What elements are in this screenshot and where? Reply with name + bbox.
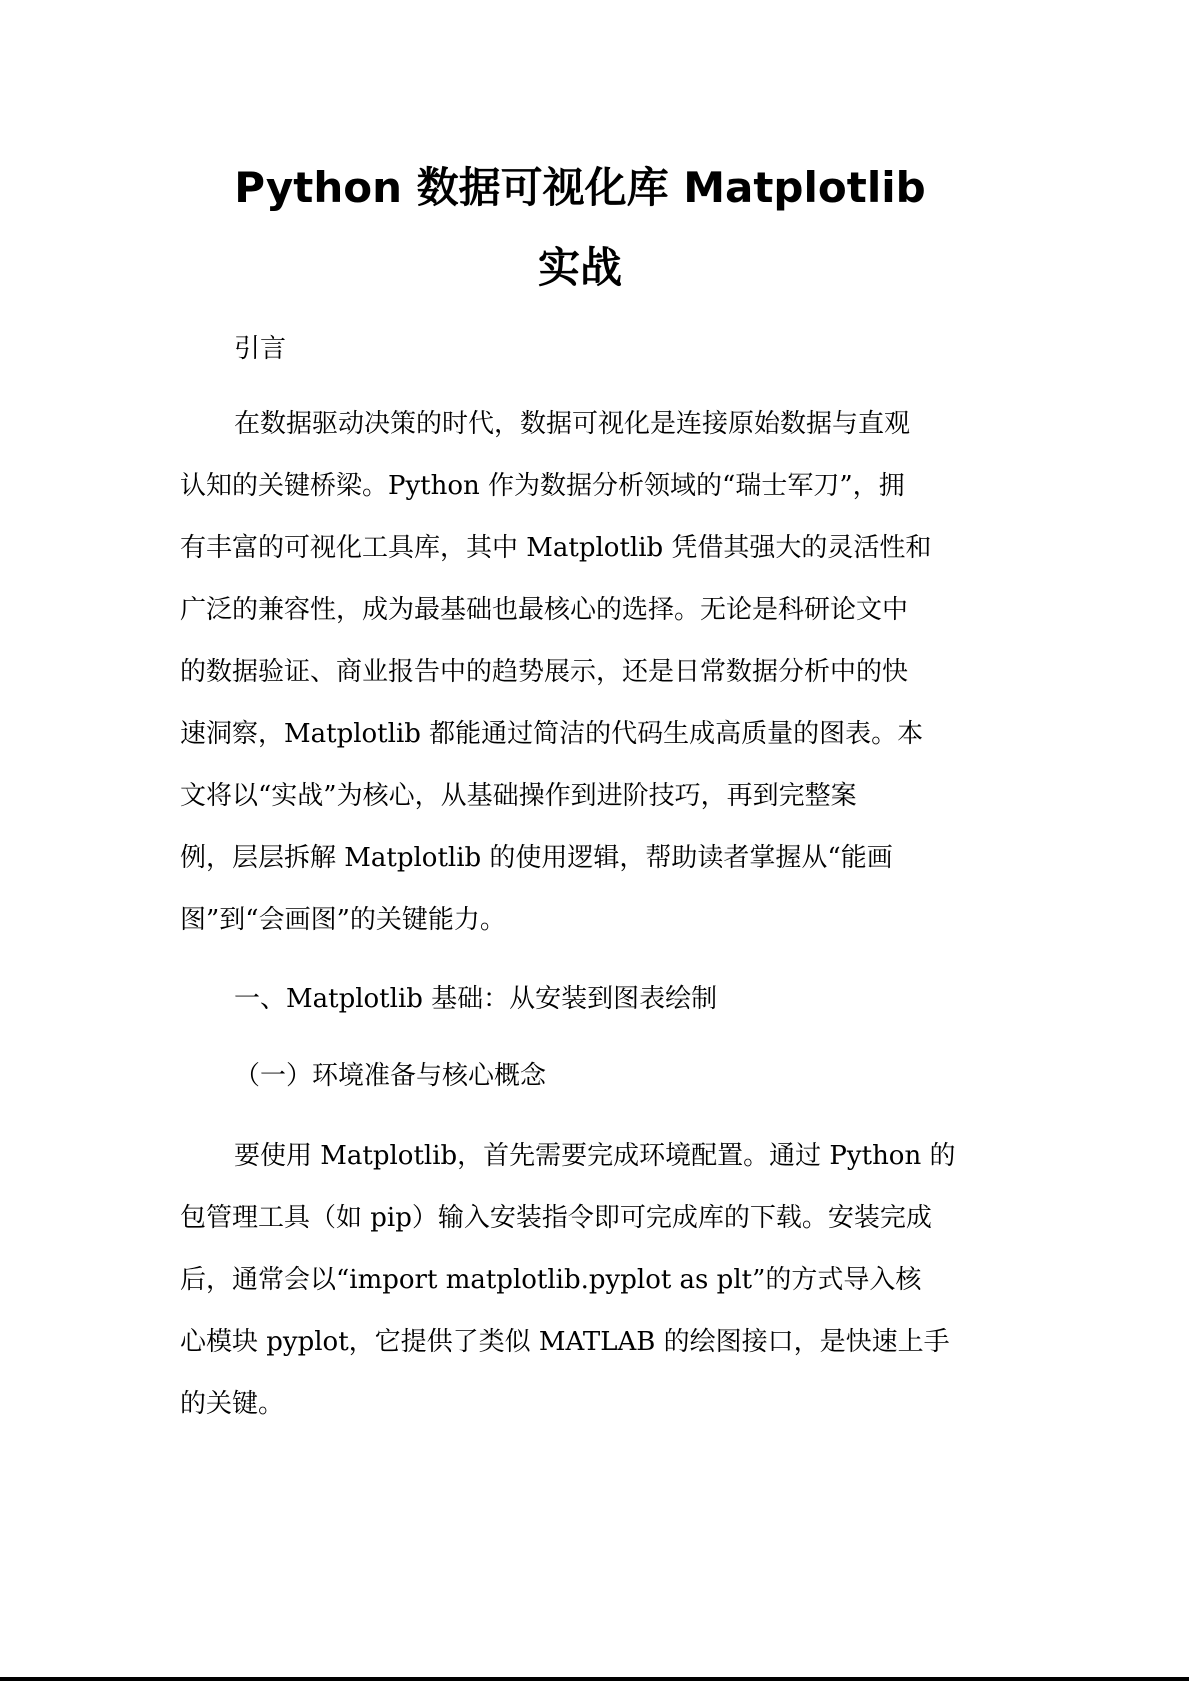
- paragraph-line: 后，通常会以“import matplotlib.pyplot as plt”的方式导入核: [180, 1265, 922, 1295]
- paragraph-line: 在数据驱动决策的时代，数据可视化是连接原始数据与直观: [234, 409, 911, 439]
- subsection-heading-1: （一）环境准备与核心概念: [234, 1061, 547, 1091]
- paragraph-line: 速洞察，Matplotlib 都能通过简洁的代码生成高质量的图表。本: [180, 719, 924, 749]
- paragraph-line: 例，层层拆解 Matplotlib 的使用逻辑，帮助读者掌握从“能画: [180, 843, 893, 873]
- paragraph-line: 图”到“会画图”的关键能力。: [180, 905, 506, 935]
- paragraph-line: 的数据验证、商业报告中的趋势展示，还是日常数据分析中的快: [180, 657, 909, 687]
- paragraph-line: 的关键。: [180, 1389, 285, 1419]
- document-title-line-2: 实战: [537, 243, 622, 292]
- paragraph-line: 文将以“实战”为核心，从基础操作到进阶技巧，再到完整案: [180, 781, 857, 811]
- page-bottom-border: [0, 1677, 1189, 1681]
- environment-paragraph: [180, 1125, 990, 1435]
- paragraph-line: 认知的关键桥梁。Python 作为数据分析领域的“瑞士军刀”，拥: [180, 471, 905, 501]
- paragraph-line: 包管理工具（如 pip）输入安装指令即可完成库的下载。安装完成: [180, 1203, 932, 1233]
- paragraph-line: 有丰富的可视化工具库，其中 Matplotlib 凭借其强大的灵活性和: [180, 533, 932, 563]
- intro-heading: 引言: [234, 334, 287, 364]
- intro-paragraph: [180, 393, 990, 951]
- paragraph-line: 心模块 pyplot，它提供了类似 MATLAB 的绘图接口，是快速上手: [180, 1327, 950, 1357]
- paragraph-line: 广泛的兼容性，成为最基础也最核心的选择。无论是科研论文中: [180, 595, 909, 625]
- paragraph-line: 要使用 Matplotlib，首先需要完成环境配置。通过 Python 的: [234, 1141, 956, 1171]
- document-title-line-1: Python 数据可视化库 Matplotlib: [234, 163, 926, 212]
- section-heading-1: 一、Matplotlib 基础：从安装到图表绘制: [234, 984, 718, 1014]
